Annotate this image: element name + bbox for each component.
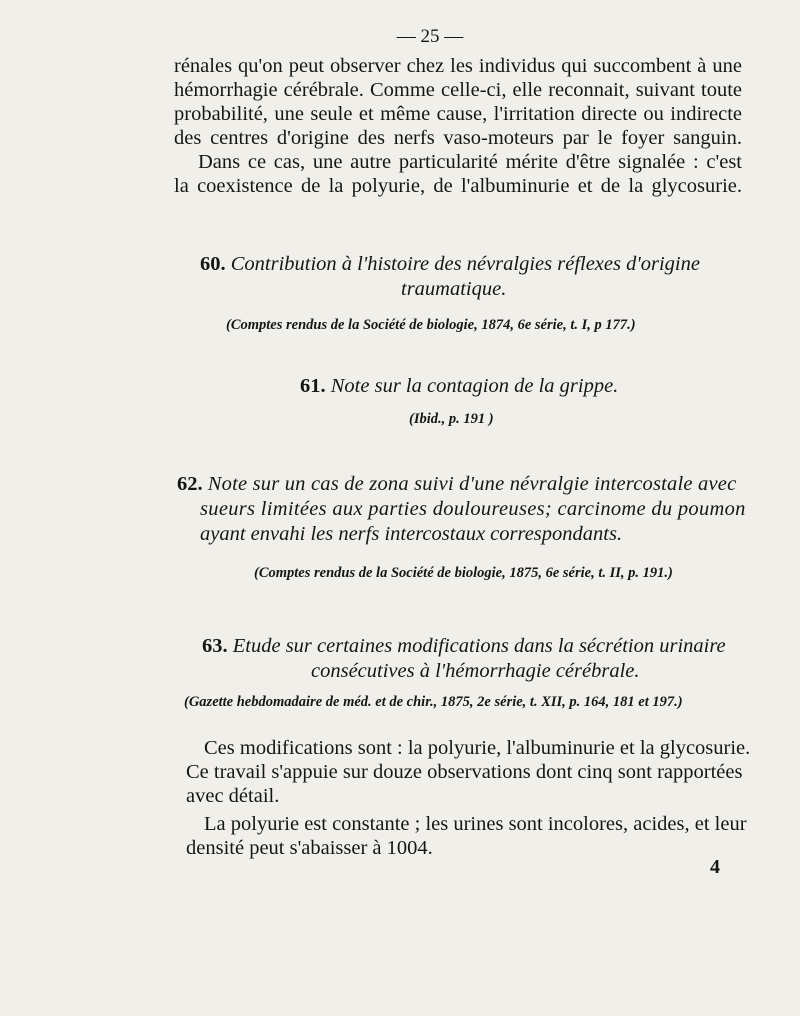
entry-61-reference: (Ibid., p. 191 ) xyxy=(409,411,494,427)
entry-63-title-line1 xyxy=(202,635,726,658)
text-line: hémorrhagie cérébrale. Comme celle-ci, elle reconnait, suivant toute xyxy=(174,79,742,101)
text-line: la coexistence de la polyurie, de l'albuminurie et de la glycosurie. xyxy=(174,175,742,197)
text-line: Ces modifications sont : la polyurie, l'albuminurie et la glycosurie. xyxy=(204,737,751,759)
entry-60-title: Contribution à l'histoire des névralgies réflexes d'origine xyxy=(230,253,700,275)
entry-62-reference: (Comptes rendus de la Société de biologie, 1875, 6e série, t. II, p. 191.) xyxy=(254,565,673,581)
text-line: La polyurie est constante ; les urines sont incolores, acides, et leur xyxy=(204,813,747,835)
text-line: densité peut s'abaisser à 1004. xyxy=(186,837,433,859)
entry-62-title: Note sur un cas de zona suivi d'une névralgie intercostale avec xyxy=(207,473,737,495)
text-line: Ce travail s'appuie sur douze observations dont cinq sont rapportées xyxy=(186,761,743,783)
entry-62-title-line2: sueurs limitées aux parties douloureuses; carcinome du poumon xyxy=(200,498,746,520)
entry-63-title-line2: consécutives à l'hémorrhagie cérébrale. xyxy=(311,660,640,682)
entry-62-title-line3: ayant envahi les nerfs intercostaux correspondants. xyxy=(200,523,623,545)
text-line: des centres d'origine des nerfs vaso-moteurs par le foyer sanguin. xyxy=(174,127,742,149)
entry-62-number: 62. xyxy=(177,473,203,495)
page-number: — 25 — xyxy=(396,26,464,47)
entry-62-title-line1 xyxy=(177,473,736,496)
entry-61-title: Note sur la contagion de la grippe. xyxy=(330,375,619,397)
entry-60-reference: (Comptes rendus de la Société de biologie, 1874, 6e série, t. I, p 177.) xyxy=(226,317,636,333)
entry-60-title-line2: traumatique. xyxy=(401,278,507,300)
entry-63-reference: (Gazette hebdomadaire de méd. et de chir., 1875, 2e série, t. XII, p. 164, 181 et 197.) xyxy=(184,694,683,710)
entry-60-title-line1 xyxy=(200,253,700,276)
conclusion-paragraph xyxy=(174,736,751,860)
text-line: avec détail. xyxy=(186,785,280,807)
text-line: Dans ce cas, une autre particularité mérite d'être signalée : c'est xyxy=(198,151,742,173)
text-line: rénales qu'on peut observer chez les individus qui succombent à une xyxy=(174,55,742,77)
entry-60-number: 60. xyxy=(200,253,226,275)
entry-61-title-line xyxy=(300,375,618,398)
intro-paragraph xyxy=(174,54,742,198)
entry-63-number: 63. xyxy=(202,635,228,657)
signature-mark: 4 xyxy=(710,856,720,878)
entry-63-title: Etude sur certaines modifications dans la sécrétion urinaire xyxy=(232,635,726,657)
entry-61-number: 61. xyxy=(300,375,326,397)
text-line: probabilité, une seule et même cause, l'irritation directe ou indirecte xyxy=(174,103,742,125)
